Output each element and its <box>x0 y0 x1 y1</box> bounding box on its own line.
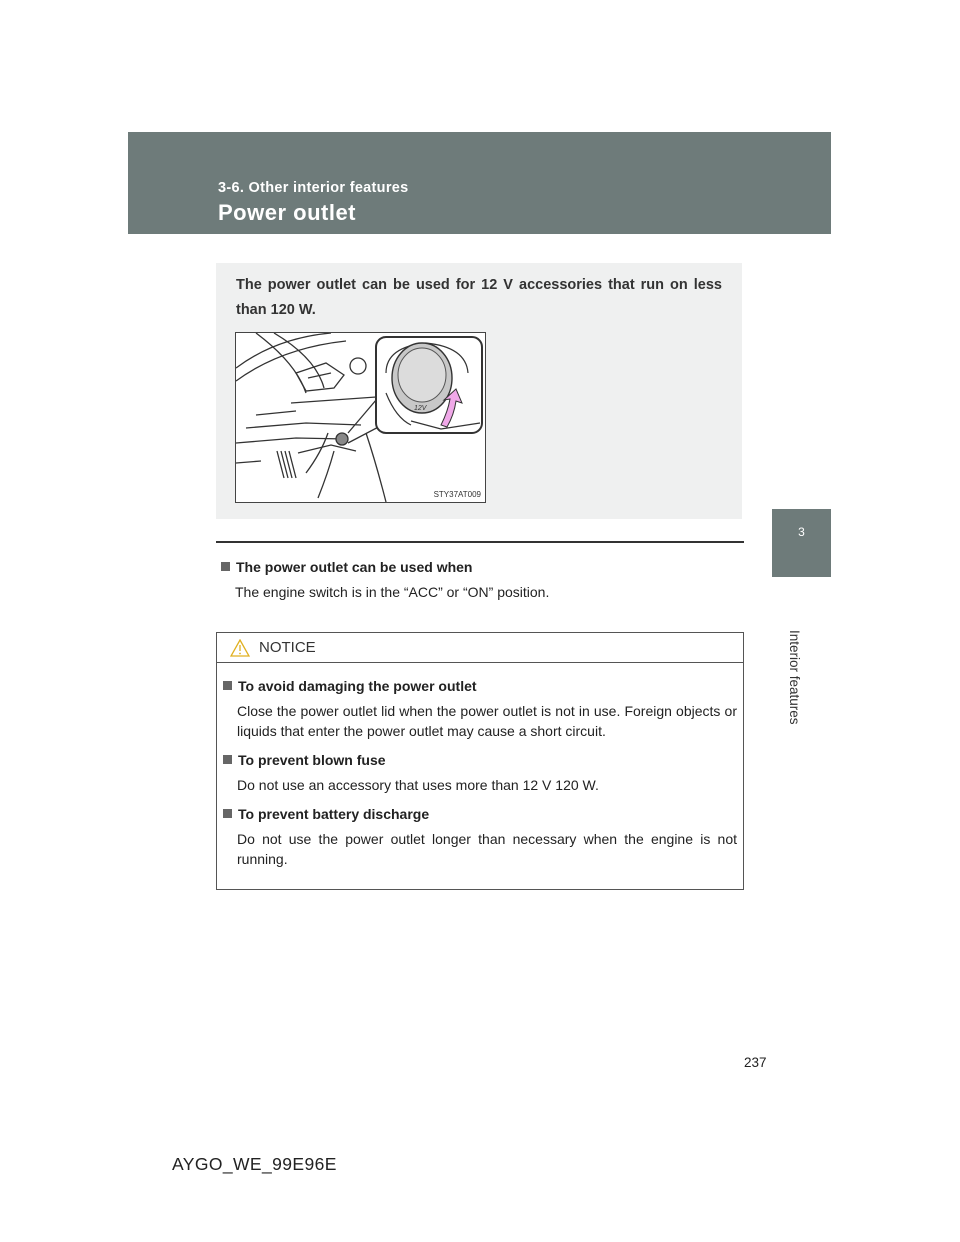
chapter-number: 3 <box>798 525 805 539</box>
notice-content <box>223 675 737 877</box>
warning-triangle-icon <box>230 639 250 657</box>
notice-heading-3: To prevent battery discharge <box>238 806 430 822</box>
illustration-code: STY37AT009 <box>433 490 481 499</box>
notice-item-heading <box>223 749 737 771</box>
chapter-tab[interactable] <box>772 509 831 577</box>
notice-heading-2: To prevent blown fuse <box>238 752 386 768</box>
notice-item-heading <box>223 803 737 825</box>
bullet-square-icon <box>223 755 232 764</box>
notice-heading-1: To avoid damaging the power outlet <box>238 678 477 694</box>
bullet-square-icon <box>221 562 230 571</box>
document-code: AYGO_WE_99E96E <box>172 1154 337 1174</box>
dashboard-drawing <box>236 333 485 502</box>
notice-item-heading <box>223 675 737 697</box>
info-body: The engine switch is in the “ACC” or “ON” position. <box>235 584 550 600</box>
section-header-bar <box>128 132 831 234</box>
page-number: 237 <box>744 1055 767 1070</box>
section-label: 3-6. Other interior features <box>218 180 409 196</box>
notice-box <box>216 632 744 890</box>
intro-text: The power outlet can be used for 12 V accessories that run on less than 120 W. <box>236 277 722 318</box>
outlet-marking: 12V <box>414 405 427 412</box>
info-heading <box>221 559 472 575</box>
intro-box <box>216 263 742 519</box>
bullet-square-icon <box>223 681 232 690</box>
notice-item-body: Close the power outlet lid when the power outlet is not in use. Foreign objects or liquids that enter the power outlet may cause a short circuit. <box>237 703 737 739</box>
notice-header <box>217 633 743 663</box>
notice-item-body: Do not use the power outlet longer than necessary when the engine is not running. <box>237 831 737 867</box>
section-divider <box>216 541 744 543</box>
notice-item-body: Do not use an accessory that uses more than 12 V 120 W. <box>237 777 599 793</box>
page-title: Power outlet <box>218 200 357 225</box>
notice-title: NOTICE <box>259 639 316 656</box>
power-outlet-illustration <box>235 332 486 503</box>
chapter-label: Interior features <box>787 630 802 725</box>
info-heading-text: The power outlet can be used when <box>236 559 473 575</box>
bullet-square-icon <box>223 809 232 818</box>
